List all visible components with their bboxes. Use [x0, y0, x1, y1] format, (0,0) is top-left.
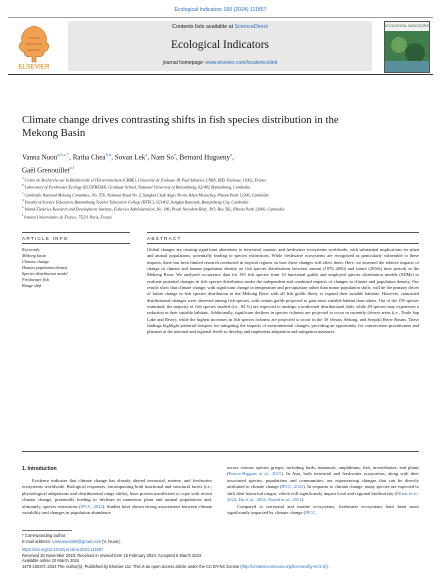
affiliation-text: Institut Universitaire de France, 75231 Paris, France	[24, 213, 113, 219]
keyword-item: Range shift	[22, 282, 42, 288]
article-info-rule	[22, 232, 130, 233]
citation-link[interactable]: IPCC, 2022	[80, 503, 103, 509]
keyword-item: Climate change	[22, 258, 50, 264]
affiliation-marker: b	[22, 183, 24, 188]
email-label: E-mail address:	[22, 538, 53, 544]
keywords-heading: Keywords:	[22, 247, 41, 252]
author-separator: ,	[175, 153, 180, 162]
author-separator: ,	[232, 153, 234, 162]
homepage-line	[68, 60, 372, 66]
keyword-item: Species distribution model	[22, 270, 68, 276]
body-rule	[22, 451, 419, 452]
affiliation-marker: c	[22, 190, 24, 195]
intro-paragraph	[227, 465, 419, 504]
affiliation-item	[22, 176, 422, 183]
keyword-item: Freshwater fish	[22, 276, 49, 282]
keywords-block	[22, 247, 122, 289]
email-link[interactable]: vannanuon88@gmail.com	[52, 538, 101, 544]
intro-text: across various species groups, including birds, mammals, amphibians, fish, invertebrates, and plants (	[227, 465, 419, 477]
email-suffix: (V. Nuon).	[100, 538, 121, 544]
publisher-logo-text: ELSEVIER	[18, 63, 50, 70]
affiliation-marker: d	[22, 197, 24, 202]
contents-line	[68, 24, 372, 30]
author-affiliation-ref[interactable]: e	[173, 152, 176, 157]
affiliation-text: Faculty of Science Education, Battambang Teacher Education College (BTEC), 021402, Sangkat Rattanak, Battambang City, Cambodia	[24, 199, 249, 205]
author-affiliation-ref[interactable]: b,d	[105, 152, 112, 157]
affiliation-text: Laboratory of Freshwater Ecology (ECOFRESH), Graduate School, National University of Battambang, 021402 Battambang, Cambodia	[24, 184, 251, 190]
keyword-item: Human population density	[22, 264, 68, 270]
intro-paragraph	[227, 504, 419, 517]
affiliation-item	[22, 191, 422, 198]
intro-text: ). In Asia, both terrestrial and freshwater ecosystems, along with their associated species, populations and communities, are experiencing changes that can be directly attributed to climate change (	[227, 471, 419, 490]
article-metadata	[22, 547, 422, 570]
affiliation-marker: a	[22, 176, 24, 180]
affiliation-item	[22, 205, 422, 212]
citation-link[interactable]: IPCC, 2022	[281, 484, 304, 490]
author-affiliation-ref[interactable]: a	[145, 152, 148, 157]
intro-column-right	[227, 465, 419, 517]
affiliation-list	[22, 176, 422, 220]
affiliation-marker: f	[22, 212, 24, 217]
footnote	[22, 533, 222, 545]
cover-photo	[385, 31, 429, 72]
article-info-heading: ARTICLE INFO	[22, 236, 69, 241]
citation-link[interactable]: Elliott et al., 2022; Hu et al., 2022; Pound et al., 2021	[227, 490, 419, 503]
elsevier-logo	[10, 22, 58, 70]
received-dates: Received 20 November 2023; Received in revised form 15 February 2024; Accepted 5 March 2024	[22, 552, 202, 558]
title-line-1: Climate change drives contrasting shifts in fish species distribution in the	[22, 114, 339, 126]
author-separator: ,	[111, 153, 115, 162]
doi-link[interactable]: https://doi.org/10.1016/j.ecolind.2024.111857	[22, 547, 104, 552]
license-text	[22, 564, 422, 570]
affiliation-text: Centre de Recherche sur la Biodiversité et l'Environnement (CRBE), Université de Toulouse III Paul Sabatier, CNRS, IRD, Toulouse 31062, France	[24, 177, 267, 183]
homepage-link[interactable]: www.elsevier.com/locate/ecolind	[205, 60, 278, 66]
author-separator: ,	[147, 153, 151, 162]
intro-column-left	[22, 478, 212, 517]
license-suffix: ).	[326, 564, 329, 570]
author-line-1	[22, 150, 422, 163]
contents-prefix: Contents lists available at	[172, 24, 235, 30]
citation-link[interactable]: IPCC,	[305, 510, 317, 516]
abstract-text: Global changes are causing significant alterations to terrestrial, marine, and freshwater ecosystems worldwide, with substantial implications for plant and animal populations, potentially leading to species extinctions. While freshwater ecosystems are recognized as particularly vulnerable to these impacts, there has been limited research conducted in tropical regions on how these changes will affect them. Here, we assessed the relative impacts of change in climate and human population density on fish species distributions between current (1970–2000) and future (2050s) time periods in the Mekong River. We analyzed occurrence data for 195 fish species from 10 functional guilds and employed species distribution models (SDMs) to evaluate potential changes in fish species distribution under the independent and combined impacts of changes in climate and population density. Our results show that climate change, with significant change in temperature and precipitation rather than minor population shifts, will be the primary driver of future change in fish species distribution in the Mekong River with all fish guilds likely to expand their suitable habitats. However, contrasted distributional changes were observed among fish species, with certain guilds projected to gain more suitable habitat than others. Out of the 195 species examined, the majority of fish species studied (i.e., 84 %) are expected to undergo a northward distributional shift, while 49 species may experience a reduction in their suitable habitats. Additionally, significant declines in species richness are projected to occur in currently diverse areas (i.e., Tonle Sap Lake and River), while the highest increases in fish species richness are projected to occur in the 3S (Sesan, Sekong, and Srepok) River Basins. These findings highlight potential hotspots for mitigating the impacts of environmental changes, providing an opportunity for conservation practitioners and planners at the national and regional levels to develop and implement adaptation and mitigation measures.	[147, 247, 419, 335]
corresponding-author-note: * Corresponding author.	[22, 533, 67, 538]
intro-text: Evidence indicates that climate change has already altered terrestrial, marine, and freshwater ecosystems worldwide. Biological responses, encompassing both functional and structural facets (i.e., physiological adaptations and distributional range shifts), have proven insufficient to cope with recent climate change, potentially leading to declines in numerous plant and animal populations and, ultimately, species extinctions (	[22, 478, 212, 509]
journal-citation[interactable]: Ecological Indicators 160 (2024) 111857	[174, 7, 267, 13]
email-line	[22, 539, 222, 545]
license-prefix: 1470-160X/© 2024 The Author(s). Published by Elsevier Ltd. This is an open access article under the CC BY-NC license (	[22, 564, 242, 570]
author-name[interactable]: Vanna Nuon	[22, 153, 58, 162]
author-separator: ,	[69, 153, 73, 162]
journal-title[interactable]: Ecological Indicators	[170, 39, 270, 51]
citation-link[interactable]: Pearce-Higgins et al., 2015	[228, 471, 282, 477]
affiliation-marker: e	[22, 205, 24, 210]
abstract-rule-bottom	[147, 243, 419, 244]
author-name[interactable]: Ratha Chea	[72, 153, 106, 162]
article-info-rule-bottom	[22, 243, 130, 244]
author-name[interactable]: Sovan Lek	[114, 153, 146, 162]
title-line-2: Mekong Basin	[22, 127, 86, 139]
affiliation-text: Inland Fisheries Research and Development Institute, Fisheries Administration, No. 186, Preah Norodom Blvd., P.O. Box 582, Phnom Penh 12000, Cambodia	[24, 206, 285, 212]
intro-text: ). Studies have shown strong associations between climate variability and changes in population abundance	[22, 503, 213, 516]
affiliation-text: Cambodia National Mekong Committee, No. 576, National Road No. 2, Sangkat Chak Angre Krom, Khan Meanchey, Phnom Penh 12306, Cambodia	[24, 191, 269, 197]
cover-title: ECOLOGICAL INDICATORS	[385, 22, 429, 31]
keyword-item: Mekong basin	[22, 252, 47, 258]
sciencedirect-link[interactable]: ScienceDirect	[234, 24, 268, 30]
journal-info-box	[68, 21, 372, 71]
article-title	[22, 114, 412, 140]
intro-text: ). In response to climate change, many species are expected to shift their historical ranges, which will significantly impact local and regional biodiversity (	[227, 484, 419, 496]
affiliation-item	[22, 198, 422, 205]
affiliation-item	[22, 213, 422, 220]
journal-header	[8, 17, 433, 75]
abstract-heading: ABSTRACT	[147, 236, 182, 241]
abstract-rule	[147, 232, 419, 233]
author-affiliation-ref[interactable]: a,f	[69, 164, 75, 170]
author-affiliation-ref[interactable]: a,b,c,*	[57, 152, 70, 157]
affiliation-item	[22, 183, 422, 190]
author-name[interactable]: Gaël Grenouillet	[22, 166, 70, 175]
introduction-heading: 1. Introduction	[22, 466, 57, 472]
author-line-2	[22, 163, 422, 176]
license-link[interactable]: http://creativecommons.org/licenses/by-nc/4.0/	[241, 564, 327, 570]
author-list	[22, 150, 422, 176]
homepage-prefix: journal homepage:	[162, 60, 206, 66]
author-name[interactable]: Bernard Hugueny	[179, 153, 231, 162]
author-name[interactable]: Nam So	[150, 153, 174, 162]
intro-text: ).	[301, 497, 305, 503]
available-online: Available online 10 March 2024	[22, 558, 80, 564]
footnote-rule	[22, 530, 72, 531]
intro-text: Compared to terrestrial and marine ecosystems, freshwater ecosystems have been more significantly impacted by climate change (	[227, 503, 419, 516]
journal-cover-image[interactable]	[384, 21, 430, 73]
author-affiliation-ref[interactable]: a	[230, 152, 233, 157]
